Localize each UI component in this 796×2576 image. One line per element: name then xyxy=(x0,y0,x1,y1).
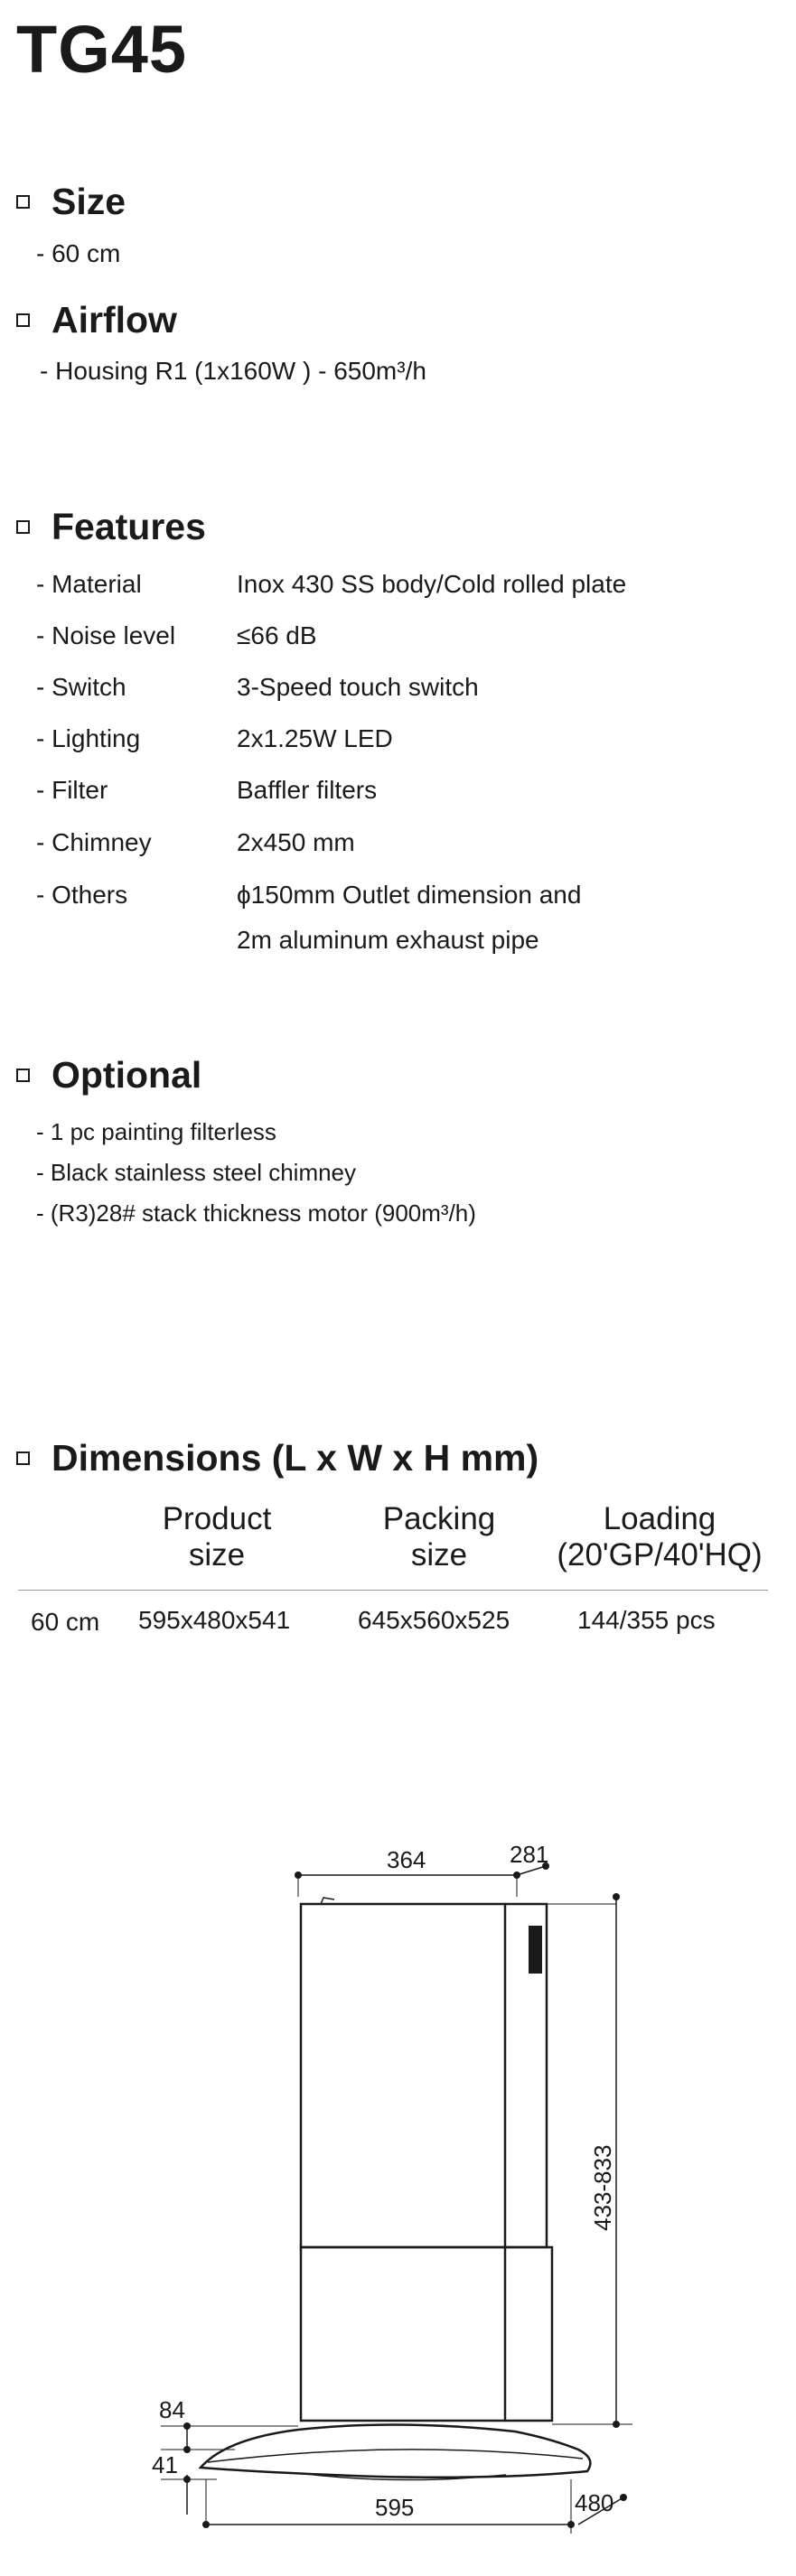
feature-label: - Switch xyxy=(36,673,126,701)
column-header-line: size xyxy=(410,1537,468,1573)
label-height: 433-833 xyxy=(589,2144,616,2231)
airflow-value: - Housing R1 (1x160W ) - 650m³/h xyxy=(40,357,426,385)
optional-item: - (R3)28# stack thickness motor (900m³/h) xyxy=(36,1199,476,1227)
label-depth: 480 xyxy=(575,2489,614,2516)
column-header-line: size xyxy=(188,1537,246,1573)
size-value: - 60 cm xyxy=(36,239,121,267)
feature-value: Baffler filters xyxy=(237,776,378,804)
feature-value-continued: 2m aluminum exhaust pipe xyxy=(237,926,539,954)
feature-label: - Material xyxy=(36,570,142,598)
optional-item: - 1 pc painting filterless xyxy=(36,1118,276,1145)
optional-heading-label: Optional xyxy=(52,1054,202,1096)
column-header-line: Packing xyxy=(382,1501,496,1536)
feature-value: ≤66 dB xyxy=(237,621,317,649)
feature-label: - Lighting xyxy=(36,724,141,752)
optional-item: - Black stainless steel chimney xyxy=(36,1159,357,1186)
feature-label: - Filter xyxy=(36,776,108,804)
column-header-loading xyxy=(547,1501,773,1574)
table-cell-packing: 645x560x525 xyxy=(358,1606,510,1634)
label-canopy-height: 84 xyxy=(159,2396,185,2423)
column-header-line: Product xyxy=(162,1501,272,1536)
checkbox-square-icon xyxy=(16,520,30,534)
table-cell-model: 60 cm xyxy=(31,1608,100,1636)
features-heading-label: Features xyxy=(52,506,206,547)
dimensions-heading-label: Dimensions (L x W x H mm) xyxy=(52,1437,539,1479)
dimensions-heading xyxy=(16,1437,539,1479)
product-title: TG45 xyxy=(16,12,188,87)
label-top-depth: 281 xyxy=(510,1841,549,1868)
column-header-product xyxy=(126,1501,307,1574)
label-edge-height: 41 xyxy=(152,2451,178,2478)
airflow-heading-label: Airflow xyxy=(52,299,177,341)
checkbox-square-icon xyxy=(16,1069,30,1082)
table-cell-product: 595x480x541 xyxy=(138,1606,291,1634)
feature-value: 2x450 mm xyxy=(237,828,355,856)
feature-value: 2x1.25W LED xyxy=(237,724,393,752)
checkbox-square-icon xyxy=(16,313,30,327)
size-heading-label: Size xyxy=(52,181,126,222)
feature-value: ϕ150mm Outlet dimension and xyxy=(237,881,582,909)
column-header-line: (20'GP/40'HQ) xyxy=(557,1537,763,1573)
checkbox-square-icon xyxy=(16,1451,30,1465)
column-header-packing xyxy=(349,1501,529,1574)
feature-value: Inox 430 SS body/Cold rolled plate xyxy=(237,570,627,598)
table-divider xyxy=(18,1590,768,1591)
table-cell-loading: 144/355 pcs xyxy=(577,1606,716,1634)
feature-label: - Others xyxy=(36,881,128,909)
checkbox-square-icon xyxy=(16,195,30,209)
column-header-line: Loading xyxy=(603,1501,716,1536)
features-heading xyxy=(16,506,206,547)
airflow-heading xyxy=(16,299,177,341)
label-width: 595 xyxy=(375,2494,415,2521)
label-top-width: 364 xyxy=(387,1846,426,1873)
size-heading xyxy=(16,183,126,220)
optional-heading xyxy=(16,1054,202,1096)
feature-label: - Noise level xyxy=(36,621,176,649)
feature-label: - Chimney xyxy=(36,828,152,856)
feature-value: 3-Speed touch switch xyxy=(237,673,479,701)
range-hood-dimension-drawing xyxy=(0,1825,796,2574)
